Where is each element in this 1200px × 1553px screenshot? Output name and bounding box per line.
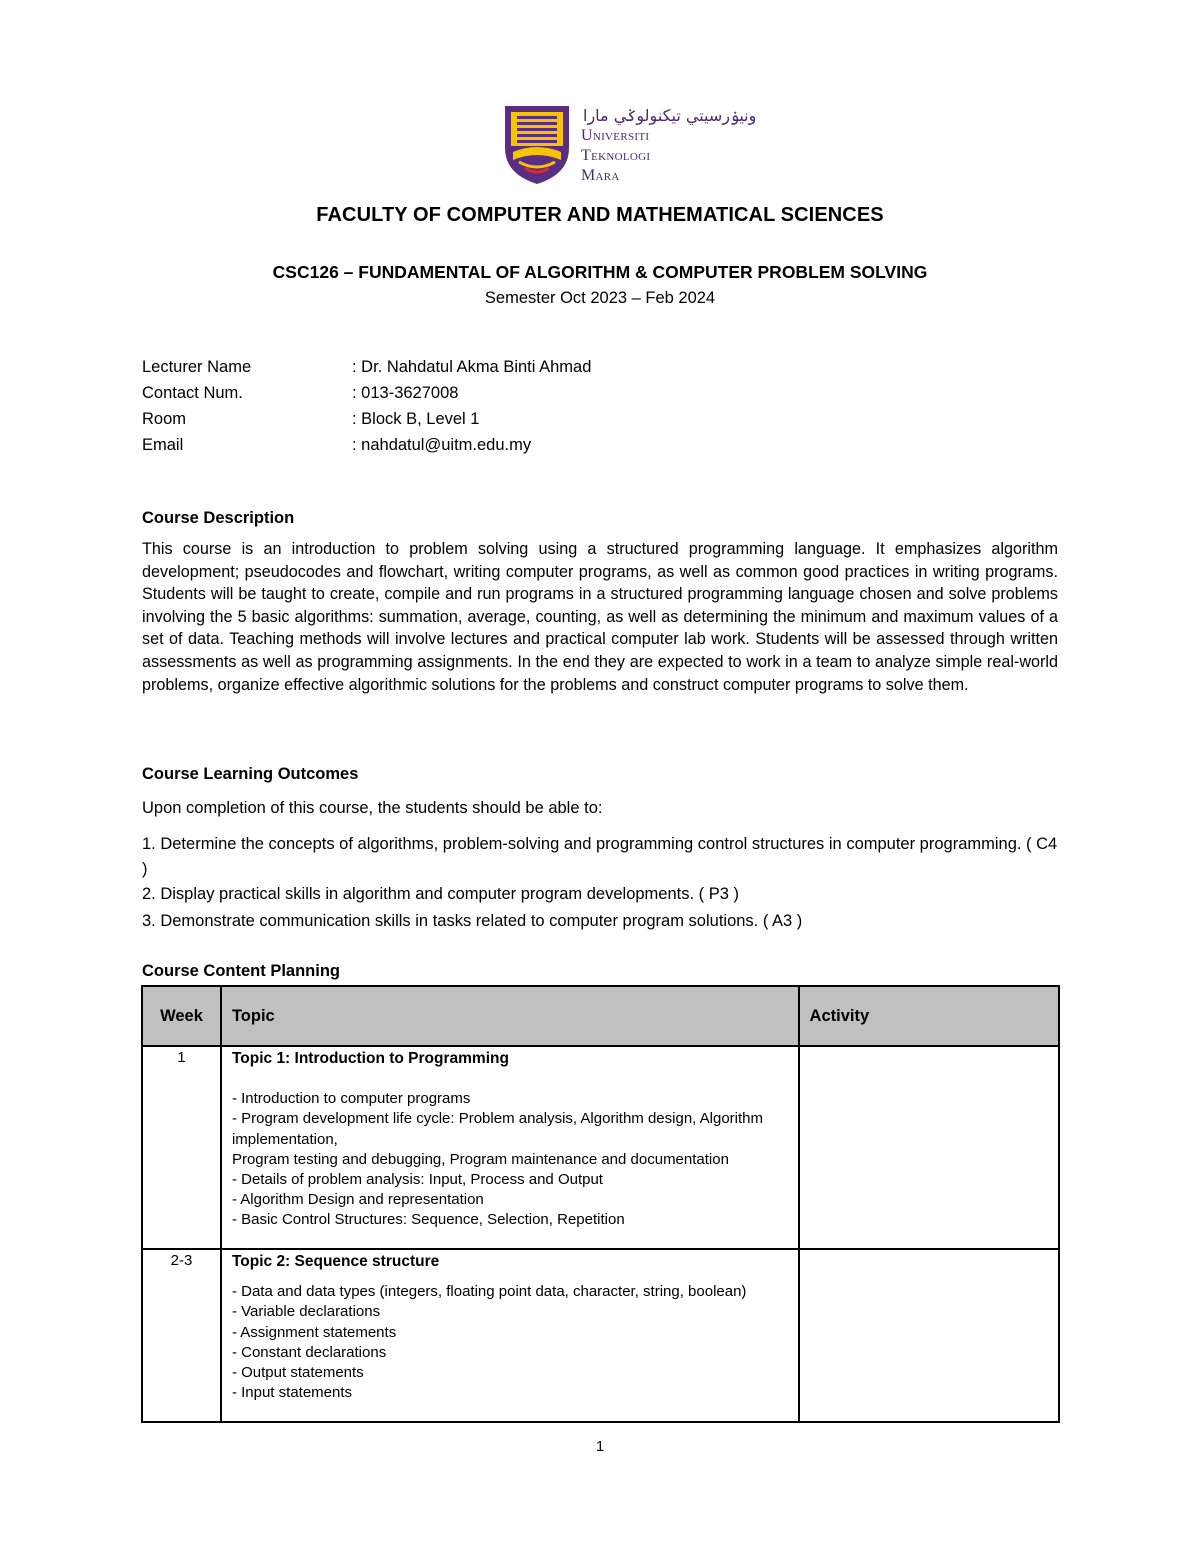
topic-line: - Details of problem analysis: Input, Process and Output bbox=[231, 1171, 603, 1189]
learning-outcome-item: 1. Determine the concepts of algorithms, problem-solving and programming control structures in computer programming. ( C4 ) bbox=[142, 835, 1058, 878]
topic-line: - Basic Control Structures: Sequence, Selection, Repetition bbox=[231, 1211, 625, 1229]
column-header-topic: Topic bbox=[221, 986, 799, 1046]
info-row-email bbox=[142, 432, 591, 458]
column-header-week: Week bbox=[142, 986, 221, 1046]
info-value: : Block B, Level 1 bbox=[352, 410, 480, 428]
topic-line: - Algorithm Design and representation bbox=[231, 1191, 484, 1209]
semester-line: Semester Oct 2023 – Feb 2024 bbox=[484, 289, 716, 307]
info-row-name bbox=[142, 354, 591, 380]
info-value: : Dr. Nahdatul Akma Binti Ahmad bbox=[352, 358, 592, 376]
week-cell: 1 bbox=[142, 1046, 221, 1249]
activity-cell bbox=[799, 1046, 1059, 1249]
info-label: Contact Num. bbox=[142, 384, 243, 402]
topic-line: - Input statements bbox=[231, 1384, 353, 1402]
logo-wordmark bbox=[581, 126, 650, 186]
content-planning-table bbox=[141, 985, 1060, 1423]
page-number: 1 bbox=[595, 1438, 605, 1455]
faculty-title: FACULTY OF COMPUTER AND MATHEMATICAL SCIENCES bbox=[316, 204, 884, 226]
topic-line: Program testing and debugging, Program maintenance and documentation bbox=[231, 1150, 729, 1168]
info-value: : 013-3627008 bbox=[352, 384, 459, 402]
topic-cell bbox=[221, 1249, 799, 1422]
logo-line-2: Teknologi bbox=[581, 147, 651, 164]
info-row-room bbox=[142, 406, 591, 432]
course-description-text: This course is an introduction to problem solving using a structured programming language. It emphasizes algorithm development; pseudocodes and flowchart, writing computer programs, as well as common good practices in writing programs. Students will be taught to create, compile and run programs in a structured programming language chosen and solve problems involving the 5 basic algorithms: summation, average, counting, as well as determining the minimum and maximum values of a set of data. Teaching methods will involve lectures and practical computer lab work. Students will be assessed through written assessments as well as programming assignments. In the end they are expected to work in a team to analyze simple real-world problems, organize effective algorithmic solutions for the problems and construct computer programs to solve them. bbox=[142, 540, 1058, 694]
activity-cell bbox=[799, 1249, 1059, 1422]
table-header-row bbox=[142, 986, 1059, 1046]
learning-outcome-item: 2. Display practical skills in algorithm and computer program developments. ( P3 ) bbox=[142, 885, 739, 903]
column-header-activity: Activity bbox=[799, 986, 1059, 1046]
topic-line: - Introduction to computer programs bbox=[231, 1090, 471, 1108]
email-link[interactable]: : nahdatul@uitm.edu.my bbox=[352, 436, 532, 454]
info-row-contact bbox=[142, 380, 591, 406]
content-planning-heading: Course Content Planning bbox=[142, 962, 340, 980]
topic-line: - Data and data types (integers, floating point data, character, string, boolean) bbox=[231, 1283, 747, 1301]
info-label: Email bbox=[142, 436, 184, 454]
topic-title: Topic 1: Introduction to Programming bbox=[231, 1050, 509, 1067]
table-row bbox=[142, 1249, 1059, 1422]
spacer bbox=[232, 1272, 788, 1282]
course-title: CSC126 – FUNDAMENTAL OF ALGORITHM & COMPUTER PROBLEM SOLVING bbox=[272, 262, 928, 282]
learning-outcomes-intro: Upon completion of this course, the students should be able to: bbox=[142, 799, 603, 817]
logo-line-1: Universiti bbox=[581, 127, 650, 144]
topic-line: - Variable declarations bbox=[231, 1303, 381, 1321]
uitm-shield-icon bbox=[503, 104, 571, 186]
topic-line: - Assignment statements bbox=[231, 1323, 397, 1341]
uitm-logo bbox=[503, 104, 757, 188]
week-cell: 2-3 bbox=[142, 1249, 221, 1422]
topic-cell bbox=[221, 1046, 799, 1249]
table-row bbox=[142, 1046, 1059, 1249]
topic-line: - Output statements bbox=[231, 1364, 364, 1382]
info-label: Room bbox=[142, 410, 187, 428]
topic-title: Topic 2: Sequence structure bbox=[231, 1253, 440, 1270]
logo-line-3: Mara bbox=[581, 167, 620, 184]
lecturer-info bbox=[142, 354, 591, 458]
learning-outcome-item: 3. Demonstrate communication skills in tasks related to computer program solutions. ( A3 ) bbox=[142, 912, 803, 930]
learning-outcomes-heading: Course Learning Outcomes bbox=[142, 765, 359, 783]
info-label: Lecturer Name bbox=[142, 358, 252, 376]
course-description-heading: Course Description bbox=[142, 509, 295, 527]
logo-jawi-text: ونيۏرسيتي تيکنولوݢي مارا bbox=[583, 106, 757, 125]
topic-line: - Program development life cycle: Problem analysis, Algorithm design, Algorithm implementation, bbox=[231, 1110, 764, 1148]
spacer bbox=[232, 1069, 788, 1089]
topic-line: - Constant declarations bbox=[231, 1343, 387, 1361]
